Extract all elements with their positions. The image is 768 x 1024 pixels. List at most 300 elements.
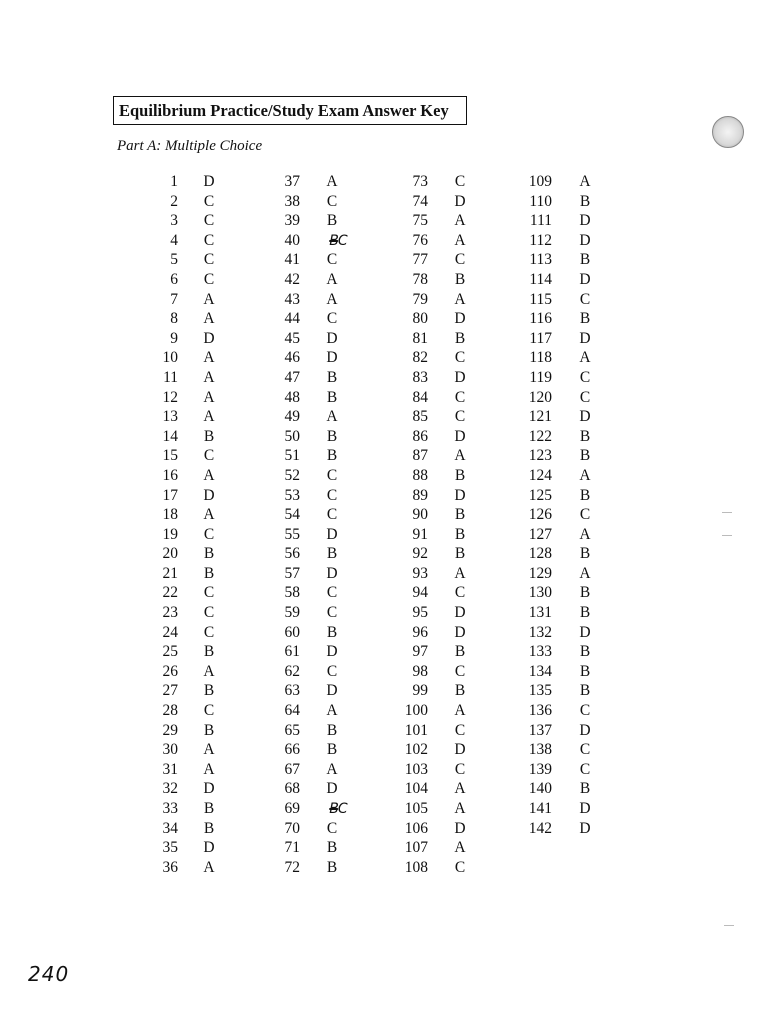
answer-letter: A xyxy=(326,408,338,426)
answer-letter: C xyxy=(454,584,466,602)
answer-letter: A xyxy=(203,310,215,328)
answer-letter: C xyxy=(579,741,591,759)
answer-letter: B xyxy=(203,643,215,661)
question-number: 93 xyxy=(412,564,428,582)
question-number: 17 xyxy=(162,486,178,504)
answer-letter: D xyxy=(454,310,466,328)
answer-row xyxy=(0,270,610,290)
question-number: 35 xyxy=(162,839,178,857)
answer-letter: B xyxy=(326,721,338,739)
question-number: 15 xyxy=(162,447,178,465)
question-number: 53 xyxy=(284,486,300,504)
answer-row xyxy=(0,368,610,388)
question-number: 54 xyxy=(284,506,300,524)
answer-row xyxy=(0,427,610,447)
question-number: 39 xyxy=(284,212,300,230)
answer-letter: D xyxy=(326,780,338,798)
answer-letter: D xyxy=(203,173,215,190)
question-number: 60 xyxy=(284,623,300,641)
question-number: 5 xyxy=(170,251,178,269)
question-number: 33 xyxy=(162,800,178,817)
answer-letter: D xyxy=(454,623,466,641)
question-number: 66 xyxy=(284,741,300,759)
question-number: 74 xyxy=(412,192,428,210)
answer-letter: B xyxy=(326,388,338,406)
question-number: 41 xyxy=(284,251,300,269)
answer-row xyxy=(0,192,610,212)
answer-letter: C xyxy=(454,662,466,680)
question-number: 95 xyxy=(412,604,428,622)
question-number: 24 xyxy=(162,623,178,641)
question-number: 79 xyxy=(412,290,428,308)
answer-letter: B xyxy=(454,545,466,563)
answer-letter: A xyxy=(454,212,466,230)
answer-letter: C xyxy=(454,251,466,269)
question-number: 75 xyxy=(412,212,428,230)
answer-letter: D xyxy=(203,486,215,504)
answer-letter: B xyxy=(326,212,338,230)
question-number: 123 xyxy=(528,447,552,465)
question-number: 85 xyxy=(412,408,428,426)
question-number: 25 xyxy=(162,643,178,661)
question-number: 45 xyxy=(284,329,300,347)
question-number: 23 xyxy=(162,604,178,622)
question-number: 61 xyxy=(284,643,300,661)
question-number: 88 xyxy=(412,466,428,484)
question-number: 57 xyxy=(284,564,300,582)
corrected-answer: C xyxy=(337,232,347,249)
question-number: 43 xyxy=(284,290,300,308)
question-number: 52 xyxy=(284,466,300,484)
answer-letter: A xyxy=(454,839,466,857)
question-number: 142 xyxy=(528,819,552,837)
answer-letter: B xyxy=(203,564,215,582)
answer-letter: C xyxy=(203,212,215,230)
question-number: 28 xyxy=(162,702,178,720)
answer-letter: D xyxy=(326,643,338,661)
question-number: 94 xyxy=(412,584,428,602)
question-number: 62 xyxy=(284,662,300,680)
answer-letter: A xyxy=(579,564,591,582)
question-number: 106 xyxy=(404,819,428,837)
question-number: 59 xyxy=(284,604,300,622)
answer-letter: C xyxy=(326,251,338,269)
question-number: 91 xyxy=(412,525,428,543)
answer-letter: D xyxy=(326,349,338,367)
answer-letter: C xyxy=(203,270,215,288)
question-number: 138 xyxy=(528,741,552,759)
answer-letter: D xyxy=(579,623,591,641)
section-subtitle: Part A: Multiple Choice xyxy=(117,138,263,154)
question-number: 3 xyxy=(170,212,178,230)
answer-letter: A xyxy=(454,702,466,720)
answer-letter: D xyxy=(326,329,338,347)
answer-row xyxy=(0,740,610,760)
question-number: 83 xyxy=(412,368,428,386)
answer-letter: B xyxy=(326,545,338,563)
question-number: 78 xyxy=(412,270,428,288)
answer-letter: C xyxy=(326,466,338,484)
answer-row xyxy=(0,290,610,310)
answer-letter: C xyxy=(579,702,591,720)
answer-letter: A xyxy=(454,780,466,798)
answer-letter: B xyxy=(326,858,338,876)
answer-row xyxy=(0,544,610,564)
answer-letter: A xyxy=(203,506,215,524)
answer-row xyxy=(0,838,480,858)
answer-row xyxy=(0,211,610,231)
question-number: 114 xyxy=(529,270,552,288)
question-number: 118 xyxy=(529,349,552,367)
question-number: 105 xyxy=(404,800,428,817)
question-number: 65 xyxy=(284,721,300,739)
answer-letter: C xyxy=(326,604,338,622)
answer-letter: B xyxy=(454,525,466,543)
answer-letter: C xyxy=(203,447,215,465)
answer-letter: D xyxy=(326,682,338,700)
question-number: 63 xyxy=(284,682,300,700)
answer-letter: B xyxy=(579,545,591,563)
question-number: 132 xyxy=(528,623,552,641)
answer-letter: A xyxy=(203,760,215,778)
answer-row xyxy=(0,623,610,643)
answer-letter: C xyxy=(326,584,338,602)
answer-letter: D xyxy=(203,329,215,347)
question-number: 108 xyxy=(404,858,428,876)
answer-letter: A xyxy=(203,368,215,386)
question-number: 4 xyxy=(170,231,178,249)
answer-row xyxy=(0,407,610,427)
answer-letter: B xyxy=(579,447,591,465)
answer-letter: A xyxy=(454,231,466,249)
answer-letter: A xyxy=(454,447,466,465)
answer-letter: C xyxy=(326,486,338,504)
answer-letter: A xyxy=(579,173,591,190)
answer-row xyxy=(0,858,480,878)
question-number: 48 xyxy=(284,388,300,406)
question-number: 120 xyxy=(528,388,552,406)
answer-row xyxy=(0,662,610,682)
struck-answer: B xyxy=(329,801,338,817)
answer-letter: A xyxy=(579,466,591,484)
question-number: 137 xyxy=(528,721,552,739)
question-number: 1 xyxy=(170,173,178,190)
answer-letter: C xyxy=(203,251,215,269)
page-title: Equilibrium Practice/Study Exam Answer Key xyxy=(113,96,467,125)
answer-letter: C xyxy=(203,192,215,210)
answer-letter: D xyxy=(326,525,338,543)
question-number: 104 xyxy=(404,780,428,798)
question-number: 87 xyxy=(412,447,428,465)
answer-row xyxy=(0,681,610,701)
corrected-answer: C xyxy=(337,801,347,817)
answer-letter: D xyxy=(203,780,215,798)
answer-row xyxy=(0,701,610,721)
scan-speck xyxy=(722,535,732,536)
question-number: 103 xyxy=(404,760,428,778)
answer-row xyxy=(0,172,610,192)
answer-letter: A xyxy=(579,349,591,367)
question-number: 8 xyxy=(170,310,178,328)
question-number: 13 xyxy=(162,408,178,426)
answer-letter: C xyxy=(579,368,591,386)
answer-letter: B xyxy=(203,427,215,445)
question-number: 71 xyxy=(284,839,300,857)
question-number: 56 xyxy=(284,545,300,563)
answer-letter: A xyxy=(203,858,215,876)
answer-column-4 xyxy=(0,172,610,838)
answer-row xyxy=(0,231,610,251)
question-number: 135 xyxy=(528,682,552,700)
answer-letter: D xyxy=(326,564,338,582)
answer-letter: C xyxy=(326,192,338,210)
answer-letter: C xyxy=(203,525,215,543)
answer-letter: B xyxy=(203,682,215,700)
question-number: 44 xyxy=(284,310,300,328)
answer-row xyxy=(0,309,610,329)
answer-row xyxy=(0,388,610,408)
question-number: 130 xyxy=(528,584,552,602)
question-number: 117 xyxy=(529,329,552,347)
scan-speck xyxy=(722,512,732,513)
question-number: 72 xyxy=(284,858,300,876)
answer-letter: B xyxy=(326,447,338,465)
question-number: 109 xyxy=(528,173,552,190)
answer-letter: A xyxy=(326,173,338,190)
answer-letter: B xyxy=(326,368,338,386)
answer-letter: C xyxy=(203,604,215,622)
question-number: 107 xyxy=(404,839,428,857)
answer-letter: B xyxy=(326,427,338,445)
question-number: 96 xyxy=(412,623,428,641)
answer-row xyxy=(0,642,610,662)
question-number: 58 xyxy=(284,584,300,602)
answer-row xyxy=(0,564,610,584)
answer-letter: D xyxy=(454,427,466,445)
answer-row xyxy=(0,250,610,270)
answer-letter: D xyxy=(203,839,215,857)
question-number: 27 xyxy=(162,682,178,700)
question-number: 51 xyxy=(284,447,300,465)
question-number: 21 xyxy=(162,564,178,582)
question-number: 73 xyxy=(412,173,428,190)
question-number: 136 xyxy=(528,702,552,720)
answer-letter: D xyxy=(579,800,591,817)
answer-letter: C xyxy=(579,290,591,308)
question-number: 129 xyxy=(528,564,552,582)
answer-letter: C xyxy=(326,662,338,680)
question-number: 89 xyxy=(412,486,428,504)
question-number: 110 xyxy=(529,192,552,210)
answer-letter: B xyxy=(454,643,466,661)
answer-letter: B xyxy=(579,251,591,269)
question-number: 67 xyxy=(284,760,300,778)
answer-letter: A xyxy=(454,800,466,817)
answer-letter: D xyxy=(579,819,591,837)
answer-letter: C xyxy=(203,584,215,602)
answer-letter: B xyxy=(579,682,591,700)
answer-letter: B xyxy=(579,643,591,661)
answer-letter: B xyxy=(203,545,215,563)
answer-letter: B xyxy=(203,721,215,739)
answer-letter: B xyxy=(203,819,215,837)
answer-letter: A xyxy=(203,349,215,367)
question-number: 2 xyxy=(170,192,178,210)
answer-letter: A xyxy=(203,408,215,426)
answer-letter: A xyxy=(454,290,466,308)
scan-speck xyxy=(724,925,734,926)
answer-letter: B xyxy=(579,192,591,210)
question-number: 92 xyxy=(412,545,428,563)
answer-letter: B xyxy=(579,486,591,504)
question-number: 70 xyxy=(284,819,300,837)
question-number: 84 xyxy=(412,388,428,406)
answer-letter: A xyxy=(326,270,338,288)
question-number: 90 xyxy=(412,506,428,524)
question-number: 30 xyxy=(162,741,178,759)
hole-punch-mark xyxy=(712,116,744,148)
answer-row xyxy=(0,348,610,368)
answer-letter: C xyxy=(326,819,338,837)
question-number: 31 xyxy=(162,760,178,778)
question-number: 140 xyxy=(528,780,552,798)
answer-letter: C xyxy=(454,349,466,367)
answer-letter: B xyxy=(579,310,591,328)
answer-letter: C xyxy=(579,760,591,778)
question-number: 102 xyxy=(404,741,428,759)
answer-letter: C xyxy=(454,388,466,406)
question-number: 20 xyxy=(162,545,178,563)
answer-letter: D xyxy=(454,368,466,386)
answer-letter: A xyxy=(203,388,215,406)
answer-row xyxy=(0,799,610,819)
answer-letter: C xyxy=(203,623,215,641)
answer-letter: B xyxy=(326,839,338,857)
question-number: 80 xyxy=(412,310,428,328)
answer-letter: C xyxy=(203,702,215,720)
question-number: 100 xyxy=(404,702,428,720)
answer-letter: B xyxy=(454,270,466,288)
answer-letter: B xyxy=(579,427,591,445)
question-number: 69 xyxy=(284,800,300,817)
question-number: 42 xyxy=(284,270,300,288)
question-number: 47 xyxy=(284,368,300,386)
question-number: 19 xyxy=(162,525,178,543)
question-number: 16 xyxy=(162,466,178,484)
answer-letter: D xyxy=(579,270,591,288)
question-number: 36 xyxy=(162,858,178,876)
question-number: 121 xyxy=(528,408,552,426)
answer-letter: B xyxy=(579,662,591,680)
question-number: 128 xyxy=(528,545,552,563)
question-number: 22 xyxy=(162,584,178,602)
answer-letter: C xyxy=(454,760,466,778)
answer-letter: D xyxy=(454,604,466,622)
answer-letter: C xyxy=(326,310,338,328)
answer-letter: B xyxy=(203,800,215,817)
question-number: 77 xyxy=(412,251,428,269)
question-number: 6 xyxy=(170,270,178,288)
question-number: 112 xyxy=(529,231,552,249)
question-number: 119 xyxy=(529,368,552,386)
answer-row xyxy=(0,525,610,545)
answer-letter: D xyxy=(579,408,591,426)
answer-row xyxy=(0,721,610,741)
question-number: 97 xyxy=(412,643,428,661)
answer-letter: C xyxy=(454,858,466,876)
answer-letter: B xyxy=(454,506,466,524)
question-number: 126 xyxy=(528,506,552,524)
answer-letter: D xyxy=(579,212,591,230)
question-number: 32 xyxy=(162,780,178,798)
question-number: 29 xyxy=(162,721,178,739)
question-number: 9 xyxy=(170,329,178,347)
question-number: 34 xyxy=(162,819,178,837)
answer-row xyxy=(0,329,610,349)
answer-letter: B xyxy=(454,682,466,700)
question-number: 81 xyxy=(412,329,428,347)
question-number: 76 xyxy=(412,231,428,249)
struck-answer: B xyxy=(329,232,338,249)
question-number: 125 xyxy=(528,486,552,504)
question-number: 99 xyxy=(412,682,428,700)
question-number: 111 xyxy=(529,212,552,230)
answer-letter: A xyxy=(454,564,466,582)
question-number: 139 xyxy=(528,760,552,778)
answer-row xyxy=(0,486,610,506)
answer-letter: D xyxy=(454,819,466,837)
question-number: 82 xyxy=(412,349,428,367)
answer-letter: B xyxy=(579,584,591,602)
answer-letter: C xyxy=(454,721,466,739)
question-number: 26 xyxy=(162,662,178,680)
answer-letter: A xyxy=(203,466,215,484)
answer-letter: A xyxy=(203,290,215,308)
question-number: 11 xyxy=(163,368,178,386)
answer-row xyxy=(0,603,610,623)
question-number: 131 xyxy=(528,604,552,622)
question-number: 141 xyxy=(528,800,552,817)
answer-letter: A xyxy=(326,290,338,308)
question-number: 50 xyxy=(284,427,300,445)
answer-row xyxy=(0,446,610,466)
answer-letter: A xyxy=(203,662,215,680)
question-number: 37 xyxy=(284,173,300,190)
question-number: 68 xyxy=(284,780,300,798)
question-number: 12 xyxy=(162,388,178,406)
answer-letter: B xyxy=(579,604,591,622)
question-number: 7 xyxy=(170,290,178,308)
answer-letter: D xyxy=(454,741,466,759)
question-number: 113 xyxy=(529,251,552,269)
answer-letter: B xyxy=(326,623,338,641)
answer-row xyxy=(0,779,610,799)
answer-row xyxy=(0,505,610,525)
answer-letter: A xyxy=(203,741,215,759)
question-number: 133 xyxy=(528,643,552,661)
answer-letter: D xyxy=(579,721,591,739)
answer-letter: C xyxy=(579,506,591,524)
question-number: 98 xyxy=(412,662,428,680)
answer-letter: D xyxy=(579,231,591,249)
answer-letter: A xyxy=(326,702,338,720)
question-number: 46 xyxy=(284,349,300,367)
answer-letter: C xyxy=(454,408,466,426)
question-number: 18 xyxy=(162,506,178,524)
question-number: 64 xyxy=(284,702,300,720)
answer-letter: B xyxy=(326,741,338,759)
answer-letter: B xyxy=(454,466,466,484)
